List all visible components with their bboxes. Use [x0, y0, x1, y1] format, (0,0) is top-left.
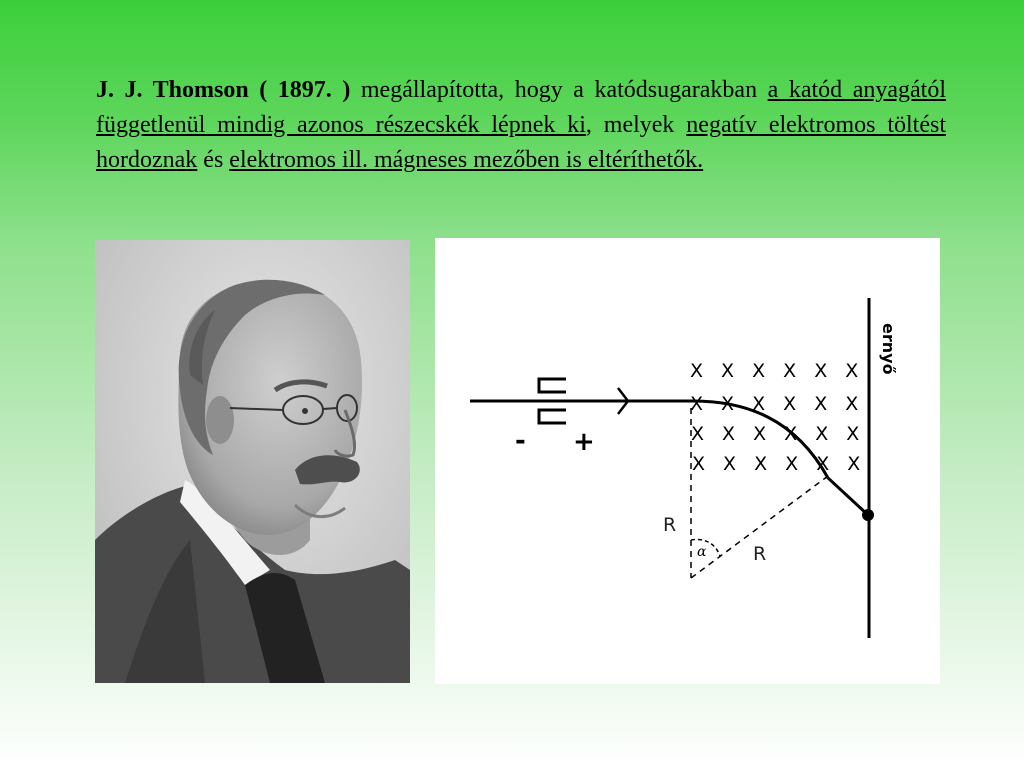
text-part-2: , melyek — [585, 112, 687, 138]
field-row-2: X X X X X X — [690, 393, 865, 415]
plus-label: + — [573, 427, 595, 457]
cathode-bracket-icon — [539, 379, 566, 392]
field-row-4: X X X X X X — [692, 453, 867, 475]
radius-label-vertical: R — [663, 514, 677, 536]
text-part-1: megállapította, hogy a katódsugarakban — [350, 77, 768, 103]
impact-point — [862, 509, 874, 521]
field-row-3: X X X X X X — [691, 423, 866, 445]
angle-label: α — [697, 544, 707, 560]
radius-label-diagonal: R — [753, 543, 767, 565]
underlined-statement-2: negatív elektromos töltést hordoznak — [96, 112, 946, 173]
underlined-statement-1: a katód anyagától függetlenül mindig azonos részecskék lépnek ki — [96, 77, 947, 138]
diagram-canvas — [435, 238, 940, 684]
minus-label: - — [515, 426, 526, 456]
field-row-1: X X X X X X — [690, 360, 865, 382]
thomson-portrait — [95, 240, 410, 683]
portrait-photo-icon — [95, 240, 410, 683]
screen-label: ernyő — [879, 323, 898, 375]
author-year: J. J. Thomson ( 1897. ) — [96, 77, 351, 103]
text-part-3: és — [197, 147, 230, 173]
anode-bracket-icon — [539, 410, 566, 423]
deflection-diagram — [435, 238, 940, 684]
underlined-statement-3: elektromos ill. mágneses mezőben is eltéríthetők. — [229, 147, 704, 173]
intro-paragraph — [96, 73, 946, 178]
